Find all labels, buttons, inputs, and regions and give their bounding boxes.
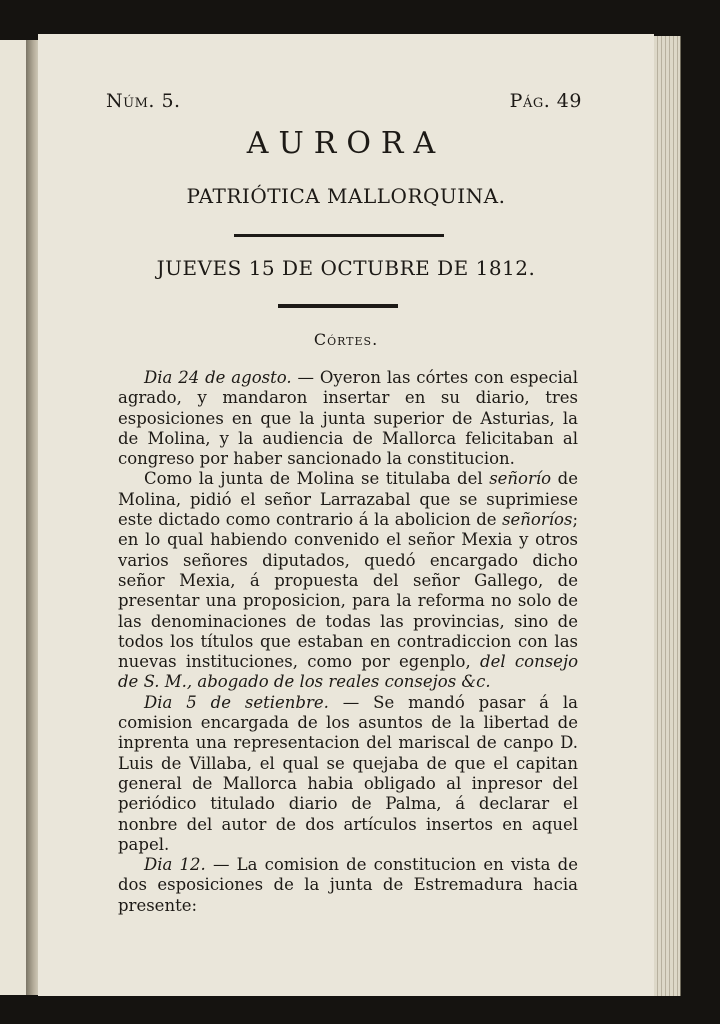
- masthead-rule: [234, 234, 444, 237]
- issue-date: JUEVES 15 DE OCTUBRE DE 1812.: [156, 256, 536, 280]
- paragraph-day-12: [118, 855, 578, 916]
- paragraph-molina: [118, 469, 578, 692]
- paragraph-text: — Se mandó pasar á la comision encargada de los asuntos de la libertad de inprenta una representacion del mariscal de canpo D. Luis de Villaba, el qual se quejaba de que el capitan general de Mallorca habia obligado al inpresor del periódico titulado diario de Palma, á declarar el nonbre del autor de dos artículos insertos en aquel papel.: [118, 692, 578, 854]
- italic-term: señorío: [489, 469, 552, 489]
- paragraph-text: ; en lo qual habiendo convenido el señor Mexia y otros varios señores diputados, quedó encargado dicho señor Mexia, á propuesta del señor Gallego, de presentar una proposicion, para la reforma no solo de las denominaciones de todas las provincias, sino de todos los títulos que estaban en contradiccion con las nuevas instituciones, como por egenplo,: [118, 510, 578, 672]
- italic-term: señoríos: [502, 510, 573, 530]
- left-page-edge: [0, 40, 28, 995]
- newspaper-page: [38, 34, 654, 996]
- page-number: Pág. 49: [509, 90, 582, 112]
- paragraph-text: Como la junta de Molina se titulaba del: [144, 469, 490, 489]
- paragraph-aug-24: [118, 368, 578, 469]
- italic-example: del consejo de S. M., abogado de los reales consejos &c.: [118, 652, 579, 692]
- entry-date-label: Dia 12.: [144, 855, 206, 875]
- entry-date-label: Dia 5 de setienbre.: [144, 692, 329, 712]
- date-rule: [278, 304, 398, 308]
- issue-number: Núm. 5.: [106, 90, 181, 112]
- entry-date-label: Dia 24 de agosto.: [144, 368, 292, 387]
- masthead-title: AURORA: [246, 126, 446, 161]
- article-body: [118, 368, 578, 916]
- paragraph-text: — Oyeron las córtes con especial agrado, y mandaron insertar en su diario, tres esposiciones en que la junta superior de Asturias, la de Molina, y la audiencia de Mallorca felicitaban al congreso por haber sancionado la constitucion.: [118, 368, 578, 469]
- paragraph-text: — La comision de constitucion en vista de dos esposiciones de la junta de Estremadura hacia presente:: [118, 855, 578, 915]
- section-title: Córtes.: [313, 330, 379, 349]
- paragraph-sep-5: [118, 693, 578, 855]
- masthead-subtitle: PATRIÓTICA MALLORQUINA.: [186, 184, 506, 208]
- paragraph-text: de Molina, pidió el señor Larrazabal que se suprimiese este dictado como contrario á la abolicion de: [118, 469, 578, 530]
